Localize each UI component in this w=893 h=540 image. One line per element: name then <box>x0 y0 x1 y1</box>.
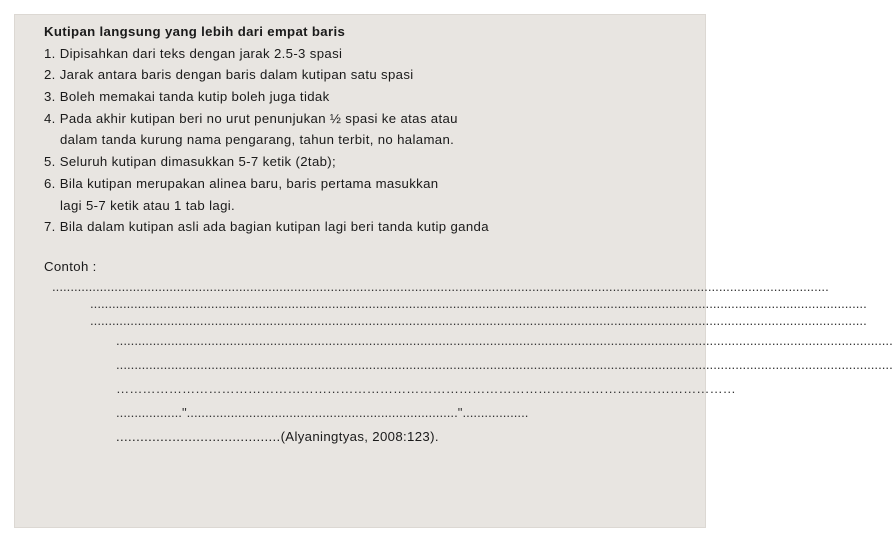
spacer <box>44 238 695 256</box>
slide-panel <box>14 14 893 528</box>
rule-2: 2. Jarak antara baris dengan baris dalam kutipan satu spasi <box>44 67 414 83</box>
rule-3: 3. Boleh memakai tanda kutip boleh juga tidak <box>44 89 330 105</box>
rule-1: 1. Dipisahkan dari teks dengan jarak 2.5-3 spasi <box>44 45 343 61</box>
example-citation-line: .........................................(Alyaningtyas, 2008:123). <box>116 428 439 444</box>
example-ellipsis-line: …………………………………………………………………………………………………………………………… <box>116 380 736 396</box>
example-dots-line: .................................................................................................................................................................................................................... <box>90 312 867 328</box>
rule-7: 7. Bila dalam kutipan asli ada bagian kutipan lagi beri tanda kutip ganda <box>44 219 489 235</box>
rule-5: 5. Seluruh kutipan dimasukkan 5-7 ketik (2tab); <box>44 154 337 170</box>
rule-6-continuation: lagi 5-7 ketik atau 1 tab lagi. <box>60 197 236 213</box>
rule-4-continuation: dalam tanda kurung nama pengarang, tahun terbit, no halaman. <box>60 132 455 148</box>
example-dots-line: .................................................................................................................................................................................................................... <box>116 356 893 372</box>
example-dots-line: .................................................................................................................................................................................................................... <box>52 278 829 294</box>
rule-6: 6. Bila kutipan merupakan alinea baru, baris pertama masukkan <box>44 175 439 191</box>
example-dots-line: .................................................................................................................................................................................................................... <box>90 295 867 311</box>
example-label: Contoh : <box>44 258 97 274</box>
example-quoted-line: .................."..........................................................................".................. <box>116 404 529 420</box>
rule-4: 4. Pada akhir kutipan beri no urut penunjukan ½ spasi ke atas atau <box>44 110 458 126</box>
example-dots-line: .................................................................................................................................................................................................................... <box>116 332 893 348</box>
heading: Kutipan langsung yang lebih dari empat baris <box>44 24 346 39</box>
document-body <box>44 21 893 449</box>
